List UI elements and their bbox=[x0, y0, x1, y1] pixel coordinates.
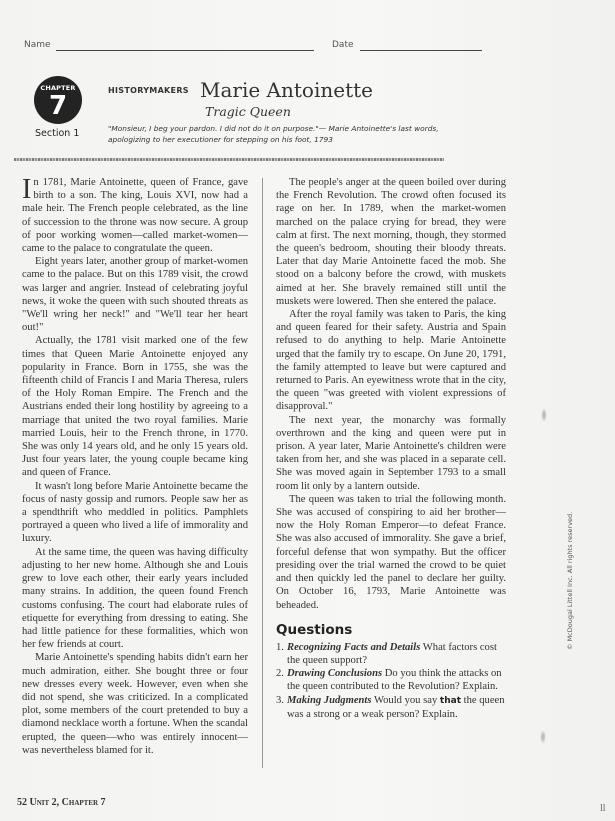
handwritten-annotation: that bbox=[439, 695, 461, 706]
article-paragraph: It wasn't long before Marie Antoinette became the focus of nasty gossip and rumors. People saw her as a spendthrift who meddled in politics. Pamphlets portrayed a queen who lived a life of immorality and luxury. bbox=[22, 480, 248, 545]
epigraph-quote: "Monsieur, I beg your pardon. I did not do it on purpose."— Marie Antoinette's last words, apologizing to her executioner for stepping on his foot, 1793 bbox=[108, 124, 439, 144]
chapter-number: 7 bbox=[48, 91, 68, 121]
article-paragraph: The people's anger at the queen boiled over during the French Revolution. The crowd often focused its rage on her. In 1789, when the market-women marched on the palace crying for bread, they were calm at first. The next morning, though, they stormed the queen's bedroom, shouting their bloody threats. Later that day Marie Antoinette faced the mob. She stood on a balcony before the crowd, with muskets aimed at her. She bravely remained still until the muskets were lowered. Then she entered the palace. bbox=[276, 177, 506, 307]
date-field[interactable] bbox=[332, 40, 492, 52]
decorative-rule bbox=[14, 158, 444, 161]
question-number: 3. bbox=[276, 694, 284, 706]
unit-chapter-label: Unit 2, Chapter 7 bbox=[29, 797, 106, 808]
column-divider bbox=[262, 178, 263, 768]
question-number: 2. bbox=[276, 668, 284, 680]
date-blank-line[interactable] bbox=[360, 50, 482, 51]
question-item bbox=[276, 641, 506, 667]
name-label: Name bbox=[24, 40, 51, 50]
article-paragraph: Marie Antoinette's spending habits didn't earn her much admiration, either. She bought three or four new dresses every week. However, even when she did not spend, she was criticized. In a complicated plot, some members of the court pretended to buy a diamond necklace worth a fortune. When the scandal erupted, the queen—who was entirely innocent—was nevertheless blamed for it. bbox=[22, 652, 248, 756]
article-paragraph: Actually, the 1781 visit marked one of the few times that Queen Marie Antoinette enjoyed any popularity in France. Born in 1755, she was the fifteenth child of Francis I and Maria Theresa, rulers of the Holy Roman Empire. The French and the Austrians ended their long hostility by agreeing to a marriage that united the two royal families. Marie married Louis, heir to the French throne, in 1770. She was only 14 years old, and he only 15 years old. Just four years later, the young couple became king and queen of France. bbox=[22, 335, 248, 479]
chapter-label: CHAPTER bbox=[40, 84, 76, 92]
article-paragraph: The next year, the monarchy was formally overthrown and the king and queen were put in prison. A year later, Marie Antoinette's children were taken from her, and she was placed in a separate cell. She was moved again in September 1793 to a small room lit only by a lantern outside. bbox=[276, 414, 506, 492]
chapter-badge bbox=[34, 76, 82, 124]
questions-list bbox=[276, 641, 506, 721]
scan-speck bbox=[540, 730, 546, 744]
article-paragraph: The queen was taken to trial the following month. She was accused of conspiring to aid her brother—now the Holy Roman Emperor—to defeat France. She was also accused of immorality. She gave a brief, forceful defense that won sympathy. But the officer presiding over the trial warned the crowd to be quiet and then quickly led the panel to declare her guilty. On October 16, 1793, Marie Antoinette was beheaded. bbox=[276, 493, 506, 611]
article-paragraph: At the same time, the queen was having difficulty adjusting to her new home. Although she and Louis grew to love each other, their early years included many strains. In addition, the queen found French customs confusing. The court had elaborate rules of etiquette for everything from dressing to eating. She had little patience for these formalities, which won her few friends at court. bbox=[22, 546, 248, 651]
scan-speck bbox=[541, 408, 547, 422]
article-paragraph: In 1781, Marie Antoinette, queen of France, gave birth to a son. The king, Louis XVI, now had a male heir. The French people celebrated, as the line of succession to the throne was now secure. A group of poor working women—called market-women—came to the palace to congratulate the queen. bbox=[22, 174, 248, 255]
series-label: HISTORYMAKERS bbox=[108, 86, 189, 95]
question-skill: Making Judgments bbox=[287, 694, 372, 706]
copyright-credit: © McDougal Littell Inc. All rights reserved. bbox=[566, 511, 574, 650]
question-skill: Recognizing Facts and Details bbox=[287, 641, 421, 653]
name-blank-line[interactable] bbox=[56, 50, 314, 51]
question-skill: Drawing Conclusions bbox=[287, 668, 383, 680]
questions-heading: Questions bbox=[276, 621, 353, 638]
article-column-left bbox=[22, 176, 248, 757]
page-number: 52 bbox=[17, 797, 27, 808]
question-item bbox=[276, 694, 506, 721]
page-title: Marie Antoinette bbox=[200, 78, 373, 102]
question-text: Would you say bbox=[373, 694, 438, 706]
section-label: Section 1 bbox=[35, 128, 80, 139]
drop-cap: I bbox=[22, 174, 32, 205]
question-text: What factors cost the queen support? bbox=[287, 641, 497, 666]
date-label: Date bbox=[332, 40, 354, 50]
article-paragraph: Eight years later, another group of market-women came to the palace. But on this 1789 visit, the crowd was larger and angrier. Instead of celebrating joyful news, it woke the queen with such shouted threats as "We'll wring her neck!" and "We'll tear her heart out!" bbox=[22, 256, 248, 334]
article-paragraph: After the royal family was taken to Paris, the king and queen feared for their safety. Austria and Spain refused to do anything to help. Marie Antoinette urged that the family try to escape. On June 20, 1791, the family attempted to leave but were captured and returned to Paris. An eyewitness wrote that in the city, the queen "was greeted with violent expressions of disapproval." bbox=[276, 309, 506, 413]
question-item bbox=[276, 667, 506, 693]
page-mark: ll bbox=[600, 803, 606, 814]
page-footer bbox=[17, 797, 106, 809]
question-number: 1. bbox=[276, 641, 284, 653]
page-subtitle: Tragic Queen bbox=[205, 104, 291, 119]
name-field[interactable] bbox=[24, 40, 324, 52]
question-text-continued: the queen was a strong or a weak person? Explain. bbox=[287, 694, 505, 720]
question-text: Do you think the attacks on the queen contributed to the Revolution? Explain. bbox=[287, 668, 502, 693]
article-column-right bbox=[276, 176, 506, 721]
